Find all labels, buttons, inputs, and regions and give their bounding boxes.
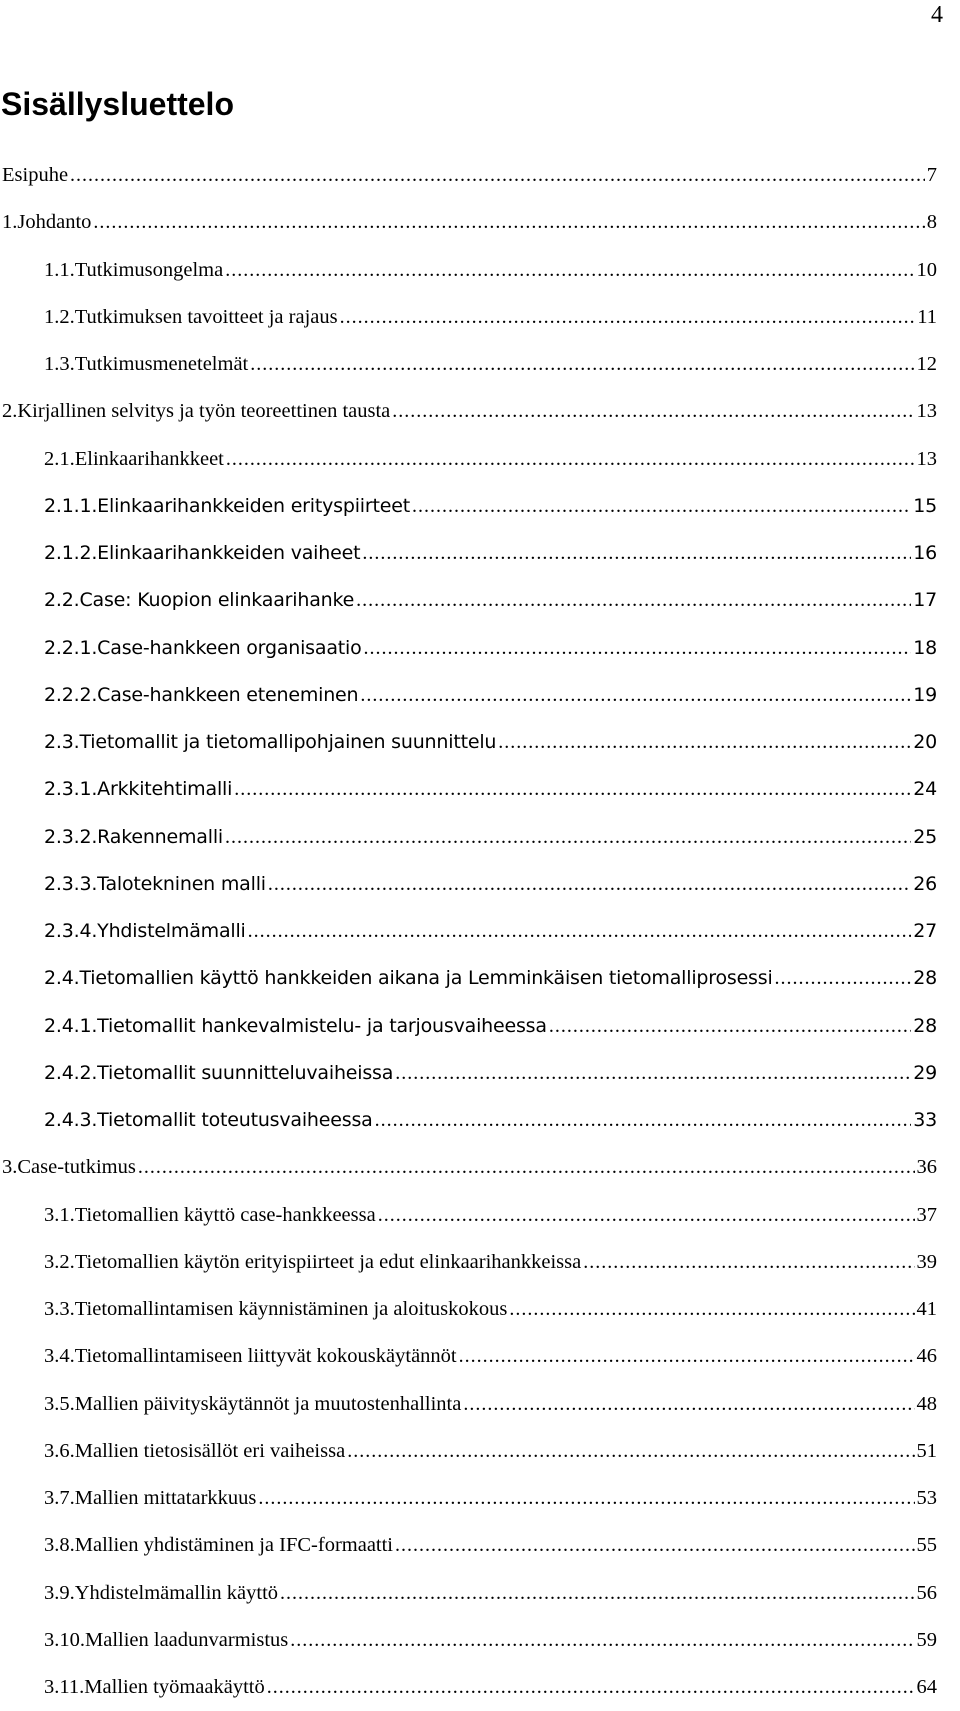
toc-dot-leader bbox=[268, 861, 911, 908]
toc-entry-label: 3.3.Tietomallintamisen käynnistäminen ja aloituskokous bbox=[44, 1298, 508, 1320]
toc-entry-page: 11 bbox=[917, 305, 937, 328]
toc-dot-leader bbox=[226, 436, 915, 483]
toc-dot-leader bbox=[340, 294, 916, 341]
toc-dot-leader bbox=[392, 388, 914, 435]
toc-entry-page: 13 bbox=[916, 400, 937, 423]
toc-dot-leader bbox=[459, 1333, 915, 1380]
toc-entry-label: 1.3.Tutkimusmenetelmät bbox=[44, 353, 249, 375]
toc-dot-leader bbox=[395, 1522, 914, 1569]
toc-dot-leader bbox=[498, 719, 911, 766]
toc-entry-page: 56 bbox=[916, 1581, 937, 1604]
toc-entry-label: 2.4.Tietomallien käyttö hankkeiden aikana ja Lemminkäisen tietomalliprosessi bbox=[44, 967, 773, 990]
toc-dot-leader bbox=[248, 908, 912, 955]
toc-entry-page: 17 bbox=[913, 589, 937, 612]
toc-dot-leader bbox=[375, 1097, 912, 1144]
toc-entry-label: 2.3.2.Rakennemalli bbox=[44, 825, 223, 848]
toc-entry-label: 3.6.Mallien tietosisällöt eri vaiheissa bbox=[44, 1439, 346, 1462]
toc-dot-leader bbox=[234, 766, 911, 813]
toc-entry[interactable] bbox=[0, 1428, 960, 1475]
toc-entry-label: 3.4.Tietomallintamiseen liittyvät kokouskäytännöt bbox=[44, 1345, 457, 1368]
toc-entry-label: 2.2.1.Case-hankkeen organisaatio bbox=[44, 636, 362, 659]
toc-entry-page: 10 bbox=[916, 258, 937, 281]
toc-entry-page: 16 bbox=[913, 542, 937, 564]
toc-entry[interactable] bbox=[0, 436, 960, 483]
toc-dot-leader bbox=[356, 577, 911, 624]
toc-entry-page: 15 bbox=[913, 494, 937, 517]
toc-entry[interactable] bbox=[0, 955, 960, 1002]
toc-entry-label: 3.8.Mallien yhdistäminen ja IFC-formaatti bbox=[44, 1534, 394, 1557]
toc-dot-leader bbox=[378, 1192, 915, 1239]
toc-entry[interactable] bbox=[0, 199, 960, 246]
toc-entry-label: 3.Case-tutkimus bbox=[2, 1156, 136, 1179]
toc-dot-leader bbox=[280, 1570, 914, 1617]
toc-entry-page: 37 bbox=[916, 1203, 937, 1226]
toc-entry-page: 28 bbox=[913, 1014, 937, 1037]
toc-entry-page: 53 bbox=[916, 1487, 937, 1509]
toc-entry[interactable] bbox=[0, 908, 960, 955]
toc-entry-page: 18 bbox=[913, 636, 937, 659]
toc-dot-leader bbox=[70, 152, 925, 199]
toc-entry[interactable] bbox=[0, 1475, 960, 1522]
toc-dot-leader bbox=[362, 530, 911, 577]
toc-dot-leader bbox=[138, 1144, 915, 1191]
toc-entry[interactable] bbox=[0, 1286, 960, 1333]
toc-dot-leader bbox=[267, 1664, 915, 1711]
toc-entry-page: 19 bbox=[913, 683, 937, 706]
toc-dot-leader bbox=[395, 1050, 911, 1097]
toc-entry-page: 24 bbox=[913, 778, 937, 801]
toc-entry[interactable] bbox=[0, 625, 960, 672]
toc-dot-leader bbox=[549, 1003, 911, 1050]
toc-dot-leader bbox=[250, 341, 914, 388]
toc-entry[interactable] bbox=[0, 719, 960, 766]
toc-entry[interactable] bbox=[0, 341, 960, 388]
toc-dot-leader bbox=[258, 1475, 914, 1522]
toc-entry[interactable] bbox=[0, 1570, 960, 1617]
toc-dot-leader bbox=[347, 1428, 914, 1475]
toc-entry[interactable] bbox=[0, 483, 960, 530]
toc-entry[interactable] bbox=[0, 294, 960, 341]
toc-entry-page: 29 bbox=[913, 1061, 937, 1084]
toc-entry[interactable] bbox=[0, 1664, 960, 1711]
toc-entry-label: 3.5.Mallien päivityskäytännöt ja muutostenhallinta bbox=[44, 1392, 462, 1415]
toc-entry[interactable] bbox=[0, 1003, 960, 1050]
page-title: Sisällysluettelo bbox=[1, 86, 234, 122]
toc-entry-page: 41 bbox=[916, 1298, 937, 1320]
toc-entry-page: 8 bbox=[926, 211, 937, 234]
toc-dot-leader bbox=[290, 1617, 914, 1664]
toc-entry[interactable] bbox=[0, 766, 960, 813]
toc-entry-label: 1.1.Tutkimusongelma bbox=[44, 258, 224, 281]
toc-entry-label: 2.Kirjallinen selvitys ja työn teoreettinen tausta bbox=[2, 400, 391, 423]
toc-entry-page: 27 bbox=[913, 920, 937, 942]
toc-entry-label: 2.3.1.Arkkitehtimalli bbox=[44, 778, 233, 801]
toc-entry[interactable] bbox=[0, 1333, 960, 1380]
toc-entry-page: 26 bbox=[913, 872, 937, 895]
toc-entry-label: 1.2.Tutkimuksen tavoitteet ja rajaus bbox=[44, 305, 338, 328]
toc-entry-page: 33 bbox=[913, 1109, 937, 1131]
toc-entry[interactable] bbox=[0, 1617, 960, 1664]
toc-entry[interactable] bbox=[0, 530, 960, 577]
toc-entry-page: 25 bbox=[913, 825, 937, 848]
toc-entry-page: 59 bbox=[916, 1628, 937, 1651]
table-of-contents bbox=[0, 152, 960, 1711]
toc-entry-label: 3.1.Tietomallien käyttö case-hankkeessa bbox=[44, 1203, 376, 1226]
toc-entry-label: 2.3.3.Talotekninen malli bbox=[44, 872, 266, 895]
toc-entry-page: 64 bbox=[916, 1676, 937, 1698]
toc-entry-label: 1.Johdanto bbox=[2, 211, 92, 234]
toc-entry-page: 28 bbox=[913, 967, 937, 990]
toc-entry-label: 2.2.Case: Kuopion elinkaarihanke bbox=[44, 589, 355, 612]
toc-entry-label: 2.1.Elinkaarihankkeet bbox=[44, 447, 224, 470]
toc-dot-leader bbox=[463, 1381, 914, 1428]
toc-entry-label: 2.1.1.Elinkaarihankkeiden erityspiirteet bbox=[44, 494, 410, 517]
toc-dot-leader bbox=[360, 672, 911, 719]
toc-entry-page: 51 bbox=[916, 1439, 937, 1462]
toc-entry-label: 3.9.Yhdistelmämallin käyttö bbox=[44, 1581, 279, 1604]
toc-entry-page: 39 bbox=[916, 1250, 937, 1273]
toc-entry[interactable] bbox=[0, 388, 960, 435]
toc-entry-label: 2.4.2.Tietomallit suunnitteluvaiheissa bbox=[44, 1061, 394, 1084]
toc-entry[interactable] bbox=[0, 247, 960, 294]
toc-dot-leader bbox=[775, 955, 912, 1002]
toc-entry-label: 3.10.Mallien laadunvarmistus bbox=[44, 1628, 289, 1651]
toc-entry-label: 3.7.Mallien mittatarkkuus bbox=[44, 1487, 257, 1509]
toc-entry-page: 55 bbox=[916, 1534, 937, 1557]
toc-entry-page: 48 bbox=[916, 1392, 937, 1415]
toc-entry[interactable] bbox=[0, 1381, 960, 1428]
page-number: 4 bbox=[931, 2, 943, 28]
toc-entry-page: 36 bbox=[916, 1156, 937, 1179]
toc-entry[interactable] bbox=[0, 577, 960, 624]
toc-dot-leader bbox=[583, 1239, 914, 1286]
toc-entry-label: 3.11.Mallien työmaakäyttö bbox=[44, 1676, 265, 1698]
toc-entry[interactable] bbox=[0, 1192, 960, 1239]
toc-entry[interactable] bbox=[0, 1144, 960, 1191]
toc-entry[interactable] bbox=[0, 861, 960, 908]
toc-dot-leader bbox=[93, 199, 924, 246]
toc-entry[interactable] bbox=[0, 1239, 960, 1286]
toc-entry-page: 13 bbox=[916, 447, 937, 470]
toc-dot-leader bbox=[509, 1286, 914, 1333]
toc-entry-label: 2.4.1.Tietomallit hankevalmistelu- ja tarjousvaiheessa bbox=[44, 1014, 547, 1037]
toc-dot-leader bbox=[225, 247, 914, 294]
toc-entry-page: 46 bbox=[916, 1345, 937, 1368]
toc-entry[interactable] bbox=[0, 672, 960, 719]
toc-entry[interactable] bbox=[0, 1522, 960, 1569]
toc-entry-page: 12 bbox=[916, 353, 937, 375]
toc-dot-leader bbox=[364, 625, 912, 672]
toc-entry-label: 2.4.3.Tietomallit toteutusvaiheessa bbox=[44, 1109, 373, 1131]
toc-entry-label: 2.2.2.Case-hankkeen eteneminen bbox=[44, 683, 359, 706]
toc-entry-label: 2.3.Tietomallit ja tietomallipohjainen suunnittelu bbox=[44, 731, 497, 753]
toc-entry[interactable] bbox=[0, 1097, 960, 1144]
toc-entry-page: 7 bbox=[926, 164, 937, 186]
toc-entry[interactable] bbox=[0, 1050, 960, 1097]
toc-entry-label: Esipuhe bbox=[2, 164, 69, 186]
toc-entry-label: 2.3.4.Yhdistelmämalli bbox=[44, 920, 246, 942]
toc-dot-leader bbox=[225, 814, 911, 861]
toc-entry-label: 3.2.Tietomallien käytön erityispiirteet ja edut elinkaarihankkeissa bbox=[44, 1250, 582, 1273]
toc-entry-label: 2.1.2.Elinkaarihankkeiden vaiheet bbox=[44, 542, 361, 564]
toc-entry[interactable] bbox=[0, 814, 960, 861]
toc-entry[interactable] bbox=[0, 152, 960, 199]
toc-entry-page: 20 bbox=[913, 731, 937, 753]
toc-dot-leader bbox=[412, 483, 911, 530]
